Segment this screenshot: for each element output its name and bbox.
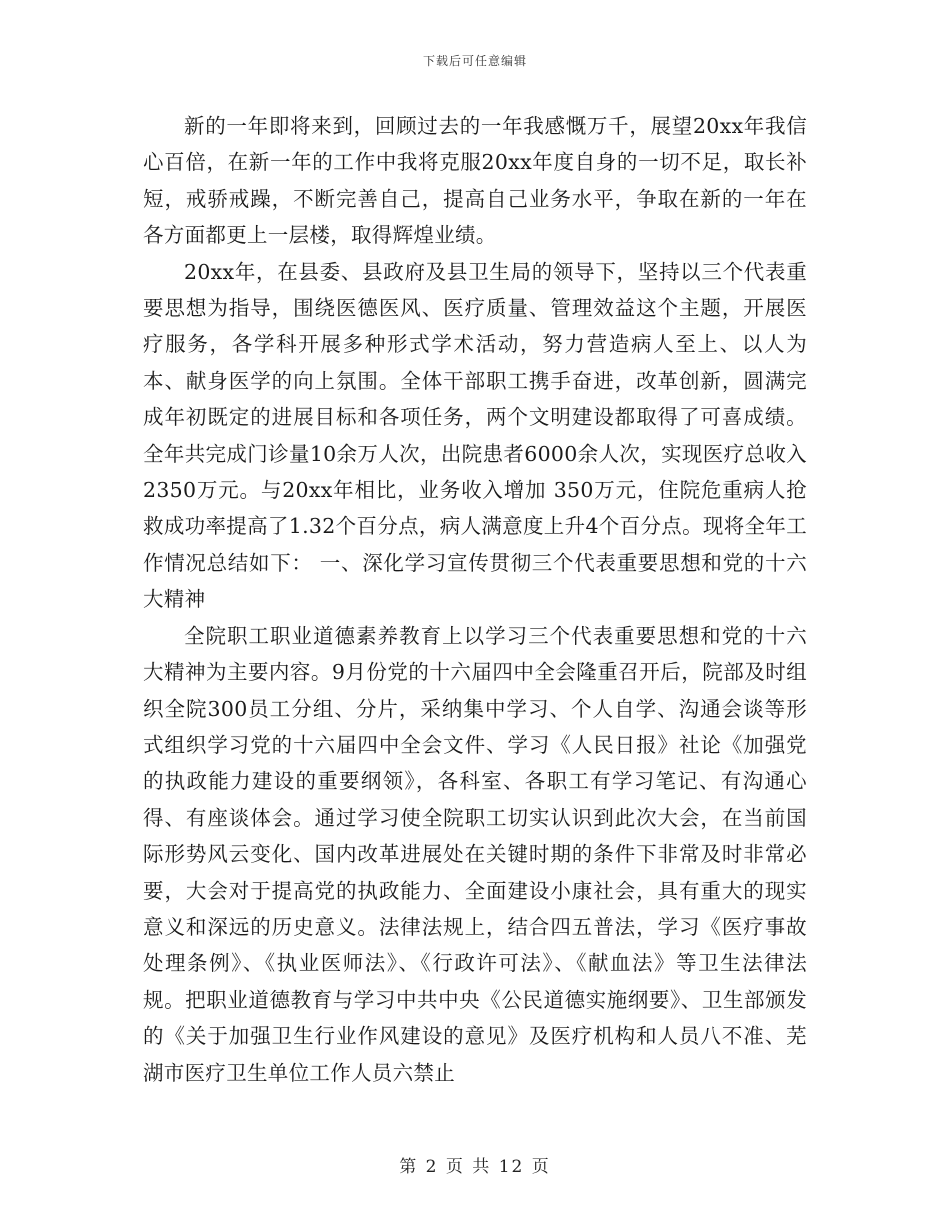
paragraph-study: 全院职工职业道德素养教育上以学习三个代表重要思想和党的十六大精神为主要内容。9月份党的十六届四中全会隆重召开后，院部及时组织全院300员工分组、分片，采纳集中学习、个人自学、沟通会谈等形式组织学习党的十六届四中全会文件、学习《人民日报》社论《加强党的执政能力建设的重要纲领》，各科室、各职工有学习笔记、有沟通心得、有座谈体会。通过学习使全院职工切实认识到此次大会，在当前国际形势风云变化、国内改革进展处在关键时期的条件下非常及时非常必要，大会对于提高党的执政能力、全面建设小康社会，具有重大的现实意义和深远的历史意义。法律法规上，结合四五普法，学习《医疗事故处理条例》、《执业医师法》、《行政许可法》、《献血法》等卫生法律法规。把职业道德教育与学习中共中央《公民道德实施纲要》、卫生部颁发的《关于加强卫生行业作风建设的意见》及医疗机构和人员八不准、芜湖市医疗卫生单位工作人员六禁止 — [143, 623, 807, 1085]
document-body — [143, 108, 807, 1091]
page-number-footer: 第 2 页 共 12 页 — [399, 1157, 551, 1177]
page-header: 下载后可任意编辑 — [422, 54, 527, 68]
paragraph-summary: 20xx年，在县委、县政府及县卫生局的领导下，坚持以三个代表重要思想为指导，围绕医德医风、医疗质量、管理效益这个主题，开展医疗服务，各学科开展多种形式学术活动，努力营造病人至上、以人为本、献身医学的向上氛围。全体干部职工携手奋进，改革创新，圆满完成年初既定的进展目标和各项任务，两个文明建设都取得了可喜成绩。全年共完成门诊量10余万人次，出院患者6000余人次，实现医疗总收入2350万元。与20xx年相比，业务收入增加 350万元，住院危重病人抢救成功率提高了1.32个百分点，病人满意度上升4个百分点。现将全年工作情况总结如下： 一、深化学习宣传贯彻三个代表重要思想和党的十六大精神 — [143, 259, 807, 612]
paragraph-intro: 新的一年即将来到，回顾过去的一年我感慨万千，展望20xx年我信心百倍，在新一年的工作中我将克服20xx年度自身的一切不足，取长补短，戒骄戒躁，不断完善自己，提高自己业务水平，争取在新的一年在各方面都更上一层楼，取得辉煌业绩。 — [143, 114, 807, 248]
